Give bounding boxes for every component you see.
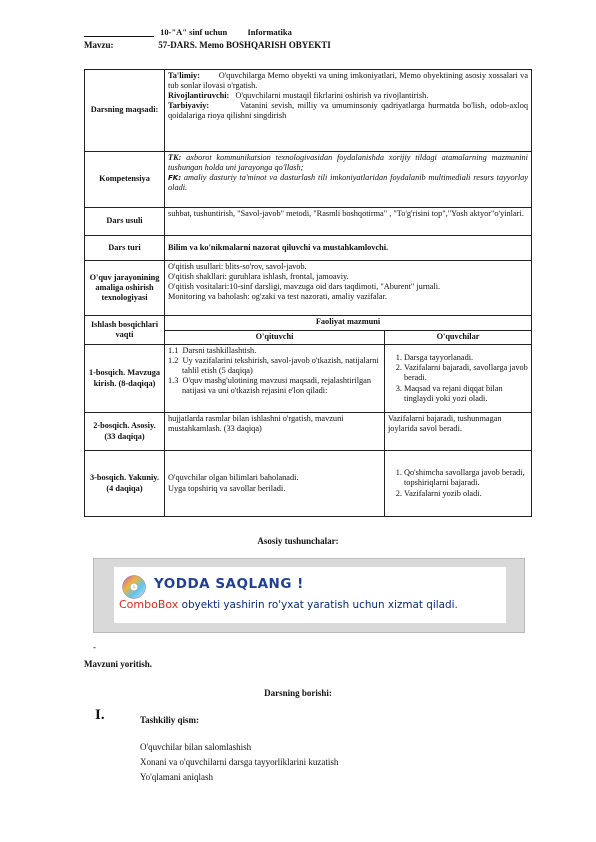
class-line: 10-"A" sinf uchun — [160, 27, 228, 37]
talimiy-text: O'quvchilarga Memo obyekti va uning imkoniyatlari, Memo obyektining asosiy xossalari va tub sonlar ilovasi o'rgatish. — [168, 71, 528, 91]
stage-3-teacher — [165, 451, 385, 517]
student-step: 1. Qo'shimcha savollarga javob beradi, topshiriqlarni bajaradi. — [404, 468, 528, 488]
tk-label: TK: — [168, 153, 182, 162]
section-line: Xonani va o'quvchilarni darsga tayyorliklarini kuzatish — [140, 757, 339, 767]
dars-turi-label: Dars turi — [85, 236, 165, 261]
rivoj-text: O'quvchilarni mustaqil fikrlarini oshirish va rivojlantirish. — [235, 91, 429, 101]
teacher-line: Uyga topshiriq va savollar beriladi. — [168, 483, 286, 493]
stage-2-students: Vazifalarni bajaradi, tushunmagan joylarida savol beradi. — [385, 413, 532, 451]
stage-3-students — [385, 451, 532, 517]
row-stage-2 — [85, 413, 532, 451]
kompetensiya-content — [165, 152, 532, 208]
oquv-line: O'qitish shakllari: guruhlara ishlash, frontal, jamoaviy. — [168, 272, 349, 282]
kompetensiya-label: Kompetensiya — [85, 152, 165, 208]
fk-label: FK: — [168, 174, 182, 183]
cd-disc-icon — [122, 575, 146, 599]
student-step: 2. Vazifalarni yozib oladi. — [404, 489, 528, 499]
lesson-plan-table — [84, 69, 532, 517]
row-maqsad — [85, 70, 532, 152]
oquv-line: O'qitish vositalari:10-sinf darsligi, mavzuga oid dars taqdimoti, "Aburent" jurnali. — [168, 282, 441, 292]
dars-turi-value: Bilim va ko'nikmalarni nazorat qiluvchi va mustahkamlovchi. — [165, 236, 532, 261]
oquv-jarayoni-label: O'quv jarayonining amaliga oshirish texnologiyasi — [85, 261, 165, 316]
student-step: 1. Darsga tayyorlanadi. — [404, 353, 528, 363]
student-step: 2. Vazifalarni bajaradi, savollarga javob beradi. — [404, 363, 528, 383]
oqituvchi-label: O'qituvchi — [165, 331, 385, 345]
stage-1-teacher — [165, 345, 385, 413]
mavzu-label: Mavzu: — [84, 40, 114, 50]
row-stage-3 — [85, 451, 532, 517]
dars-usuli-value: suhbat, tushuntirish, "Savol-javob" metodi, "Rasmli boshqotirma" , "To'g'risini top","Yosh aktyor"o'yinlari. — [165, 208, 532, 236]
talimiy-label: Ta'limiy: — [168, 71, 200, 80]
section-line: Yo'qlamani aniqlash — [140, 772, 213, 782]
tarbiya-label: Tarbiyaviy: — [168, 101, 210, 111]
stage-2-label: 2-bosqich. Asosiy. (33 daqiqa) — [85, 413, 165, 451]
maqsad-content — [165, 70, 532, 152]
stage-2-teacher: hujjatlarda rasmlar bilan ishlashni o'rgatish, mavzuni mustahkamlash. (33 daqiqa) — [165, 413, 385, 451]
asosiy-tushunchalar-heading: Asosiy tushunchalar: — [257, 536, 339, 546]
faoliyat-label: Faoliyat mazmuni — [165, 316, 532, 331]
name-blank-line — [84, 36, 154, 37]
subject-label: Informatika — [247, 27, 292, 37]
row-stage-1 — [85, 345, 532, 413]
row-kompetensiya — [85, 152, 532, 208]
student-step: 3. Maqsad va rejani diqqat bilan tinglaydi yoki yozi oladi. — [404, 384, 528, 404]
oquv-line: Monitoring va baholash: og'zaki va test nazorati, amaliy vazifalar. — [168, 292, 387, 302]
row-oquv-jarayoni — [85, 261, 532, 316]
section-line: O'quvchilar bilan salomlashish — [140, 742, 252, 752]
reminder-panel — [114, 567, 506, 623]
tarbiya-text: Vatanini sevish, milliy va umuminsoniy qadriyatlarga hurmatda bo'lish, odob-axloq qoidalariga rioya qilishni singdirish — [168, 101, 528, 121]
fk-text: amaliy dasturiy ta'minot va dasturlash tili imkoniyatlaridan foydalanib multimediali resurs tayyorlay oladi. — [168, 173, 529, 193]
oquv-jarayoni-content — [165, 261, 532, 316]
rivoj-label: Rivojlantiruvchi: — [168, 91, 230, 101]
teacher-line: O'quvchilar olgan bilimlari baholanadi. — [168, 473, 299, 483]
reminder-title: YODDA SAQLANG ! — [154, 576, 304, 592]
stage-1-students — [385, 345, 532, 413]
maqsad-label: Darsning maqsadi: — [85, 70, 165, 152]
reminder-keyword: ComboBox — [119, 598, 179, 611]
reminder-box — [93, 558, 525, 633]
stage-1-label: 1-bosqich. Mavzuga kirish. (8-daqiqa) — [85, 345, 165, 413]
darsning-borishi-heading: Darsning borishi: — [264, 688, 332, 698]
row-dars-usuli — [85, 208, 532, 236]
oquvchilar-label: O'quvchilar — [385, 331, 532, 345]
row-dars-turi — [85, 236, 532, 261]
oquv-line: O'qitish usullari: blits-so'rov, savol-javob. — [168, 262, 307, 271]
section-title: Tashkiliy qism: — [140, 715, 199, 725]
dars-usuli-label: Dars usuli — [85, 208, 165, 236]
tk-text: axborot kommunikatsion texnologivasidan foydalanishda xorijiy tildagi atamalarning mazmunini tushungan holda uni jarayonga qo'llash; — [168, 153, 528, 173]
lesson-title: 57-DARS. Memo BOSHQARISH OBYEKTI — [158, 40, 331, 50]
header-line — [84, 27, 292, 37]
reminder-rest: obyekti yashirin ro'yxat yaratish uchun xizmat qiladi. — [181, 599, 458, 611]
stage-3-label: 3-bosqich. Yakuniy. (4 daqiqa) — [85, 451, 165, 517]
teacher-step: 1.1 Darsni tashkillashtish. — [168, 346, 257, 355]
section-number: I. — [95, 707, 105, 723]
topic-line — [84, 40, 331, 50]
teacher-step: 1.3 O'quv mashg'ulotining mavzusi maqsadi, rejalashtirilgan natijasi va uni o'tkazish rejasini e'lon qiladi: — [168, 376, 372, 396]
row-faoliyat-header — [85, 316, 532, 331]
teacher-step: 1.2 Uy vazifalarini tekshirish, savol-javob o'tkazish, natijalarni tahlil etish (5 daqiqa) — [168, 356, 379, 376]
reminder-text — [119, 598, 458, 611]
ishlash-label: Ishlash bosqichlari vaqti — [85, 316, 165, 345]
mavzuni-yoritish-heading: Mavzuni yoritish. — [84, 659, 153, 669]
dash-marker: - — [93, 642, 96, 652]
